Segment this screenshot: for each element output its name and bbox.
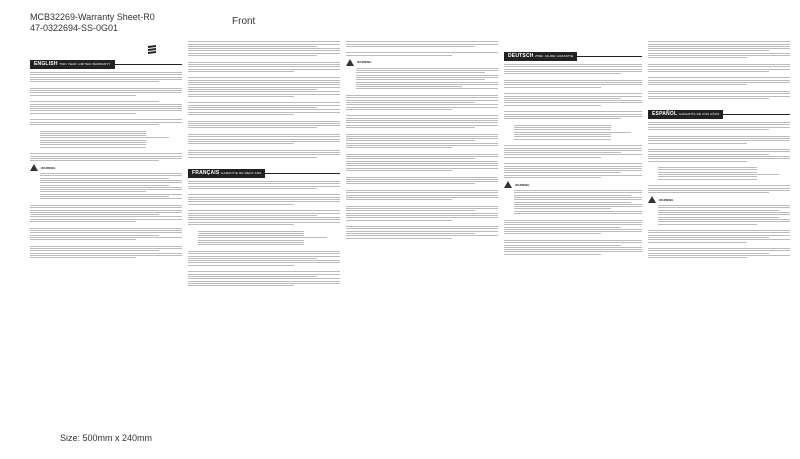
section-banner-espanol — [648, 110, 790, 119]
warning-notice — [504, 181, 642, 188]
warning-notice — [30, 164, 182, 171]
column-francais — [346, 40, 498, 425]
size-label: Size: 500mm x 240mm — [60, 433, 153, 443]
text-block — [648, 205, 790, 258]
banner-label: FRANÇAIS — [192, 169, 220, 176]
text-block — [648, 122, 790, 193]
banner-label: ENGLISH — [34, 61, 58, 67]
warning-icon — [346, 59, 354, 66]
banner-subtitle: ZWEI JAHRE GARANTIE — [535, 54, 574, 58]
column-deutsch — [504, 40, 642, 425]
section-banner-deutsch — [504, 52, 642, 61]
warning-label: WARNING — [357, 60, 372, 65]
column-english-francais — [188, 40, 340, 425]
text-block — [188, 181, 340, 286]
warning-icon — [30, 164, 38, 171]
section-banner-english — [30, 60, 182, 69]
column-deutsch-espanol — [648, 40, 790, 425]
warning-notice — [346, 59, 498, 66]
text-block — [504, 64, 642, 178]
section-banner-francais — [188, 169, 340, 178]
banner-label: ESPAÑOL — [652, 111, 678, 118]
front-label: Front — [232, 16, 256, 27]
warning-label: WARNING — [41, 165, 56, 170]
banner-subtitle: GARANTÍA DE DOS AÑOS — [678, 112, 720, 117]
warranty-content — [30, 40, 790, 425]
title-line-2: 47-0322694-SS-0G01 — [30, 23, 119, 33]
warning-icon — [648, 196, 656, 203]
warning-label: WARNING — [659, 197, 674, 202]
text-block — [30, 72, 182, 161]
document-title — [30, 12, 155, 34]
text-block — [648, 41, 790, 99]
warning-notice — [648, 196, 790, 203]
text-block — [30, 173, 182, 258]
warning-label: WARNING — [515, 182, 530, 187]
warning-icon — [504, 181, 512, 188]
text-block — [504, 190, 642, 255]
title-line-1: MCB32269-Warranty Sheet-R0 — [30, 12, 155, 22]
banner-subtitle: TWO YEAR LIMITED WARRANTY — [59, 62, 111, 66]
banner-label: DEUTSCH — [508, 53, 534, 59]
text-block — [188, 41, 340, 157]
column-english — [30, 40, 182, 425]
text-block — [346, 41, 498, 55]
text-block — [346, 68, 498, 239]
banner-subtitle: GARANTIE DE DEUX ANS — [221, 170, 262, 175]
